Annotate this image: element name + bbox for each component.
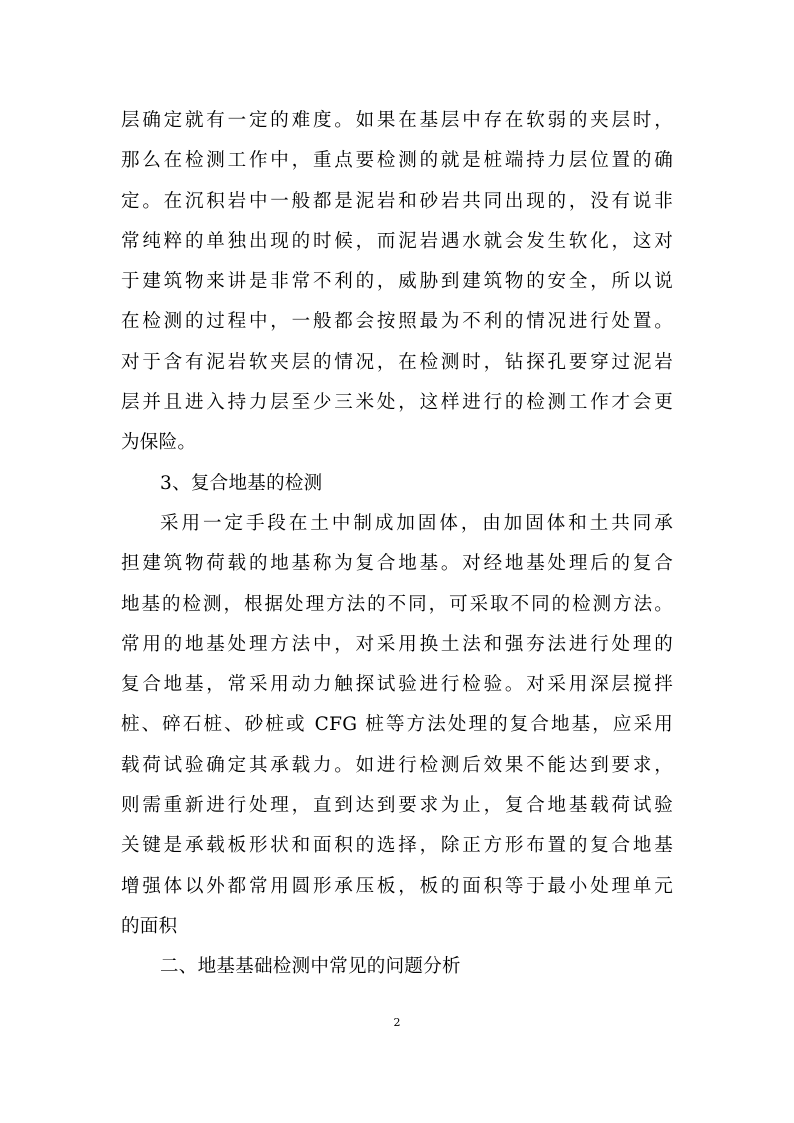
text-line: 增强体以外都常用圆形承压板，板的面积等于最小处理单元 [121, 875, 673, 897]
text-line: 复合地基，常采用动力触探试验进行检验。对采用深层搅拌 [121, 674, 673, 696]
text-line: 于建筑物来讲是非常不利的，威胁到建筑物的安全，所以说 [121, 271, 673, 293]
text-line: 为保险。 [121, 432, 197, 454]
text-line: 载荷试验确定其承载力。如进行检测后效果不能达到要求， [121, 754, 673, 776]
text-line: 关键是承载板形状和面积的选择，除正方形布置的复合地基 [121, 835, 673, 857]
text-body [121, 101, 673, 988]
section-heading: 3、复合地基的检测 [160, 472, 323, 494]
text-line: 层并且进入持力层至少三米处，这样进行的检测工作才会更 [121, 392, 673, 414]
text-line: 则需重新进行处理，直到达到要求为止，复合地基载荷试验 [121, 795, 673, 817]
text-line: 地基的检测，根据处理方法的不同，可采取不同的检测方法。 [121, 593, 673, 615]
text-line: 担建筑物荷载的地基称为复合地基。对经地基处理后的复合 [121, 553, 673, 575]
paragraph-first-line: 采用一定手段在土中制成加固体，由加固体和土共同承 [160, 512, 673, 534]
section-heading: 二、地基基础检测中常见的问题分析 [160, 956, 461, 978]
text-line: 定。在沉积岩中一般都是泥岩和砂岩共同出现的，没有说非 [121, 190, 673, 212]
text-line: 桩、碎石桩、砂桩或 CFG 桩等方法处理的复合地基，应采用 [121, 714, 673, 736]
text-line: 常纯粹的单独出现的时候，而泥岩遇水就会发生软化，这对 [121, 230, 673, 252]
text-line: 对于含有泥岩软夹层的情况，在检测时，钻探孔要穿过泥岩 [121, 351, 673, 373]
text-line: 的面积 [121, 915, 178, 937]
text-line: 那么在检测工作中，重点要检测的就是桩端持力层位置的确 [121, 150, 673, 172]
text-line: 常用的地基处理方法中，对采用换土法和强夯法进行处理的 [121, 633, 673, 655]
page-number: 2 [393, 1016, 401, 1029]
text-line: 层确定就有一定的难度。如果在基层中存在软弱的夹层时， [121, 110, 673, 131]
text-line: 在检测的过程中，一般都会按照最为不利的情况进行处置。 [121, 311, 673, 333]
